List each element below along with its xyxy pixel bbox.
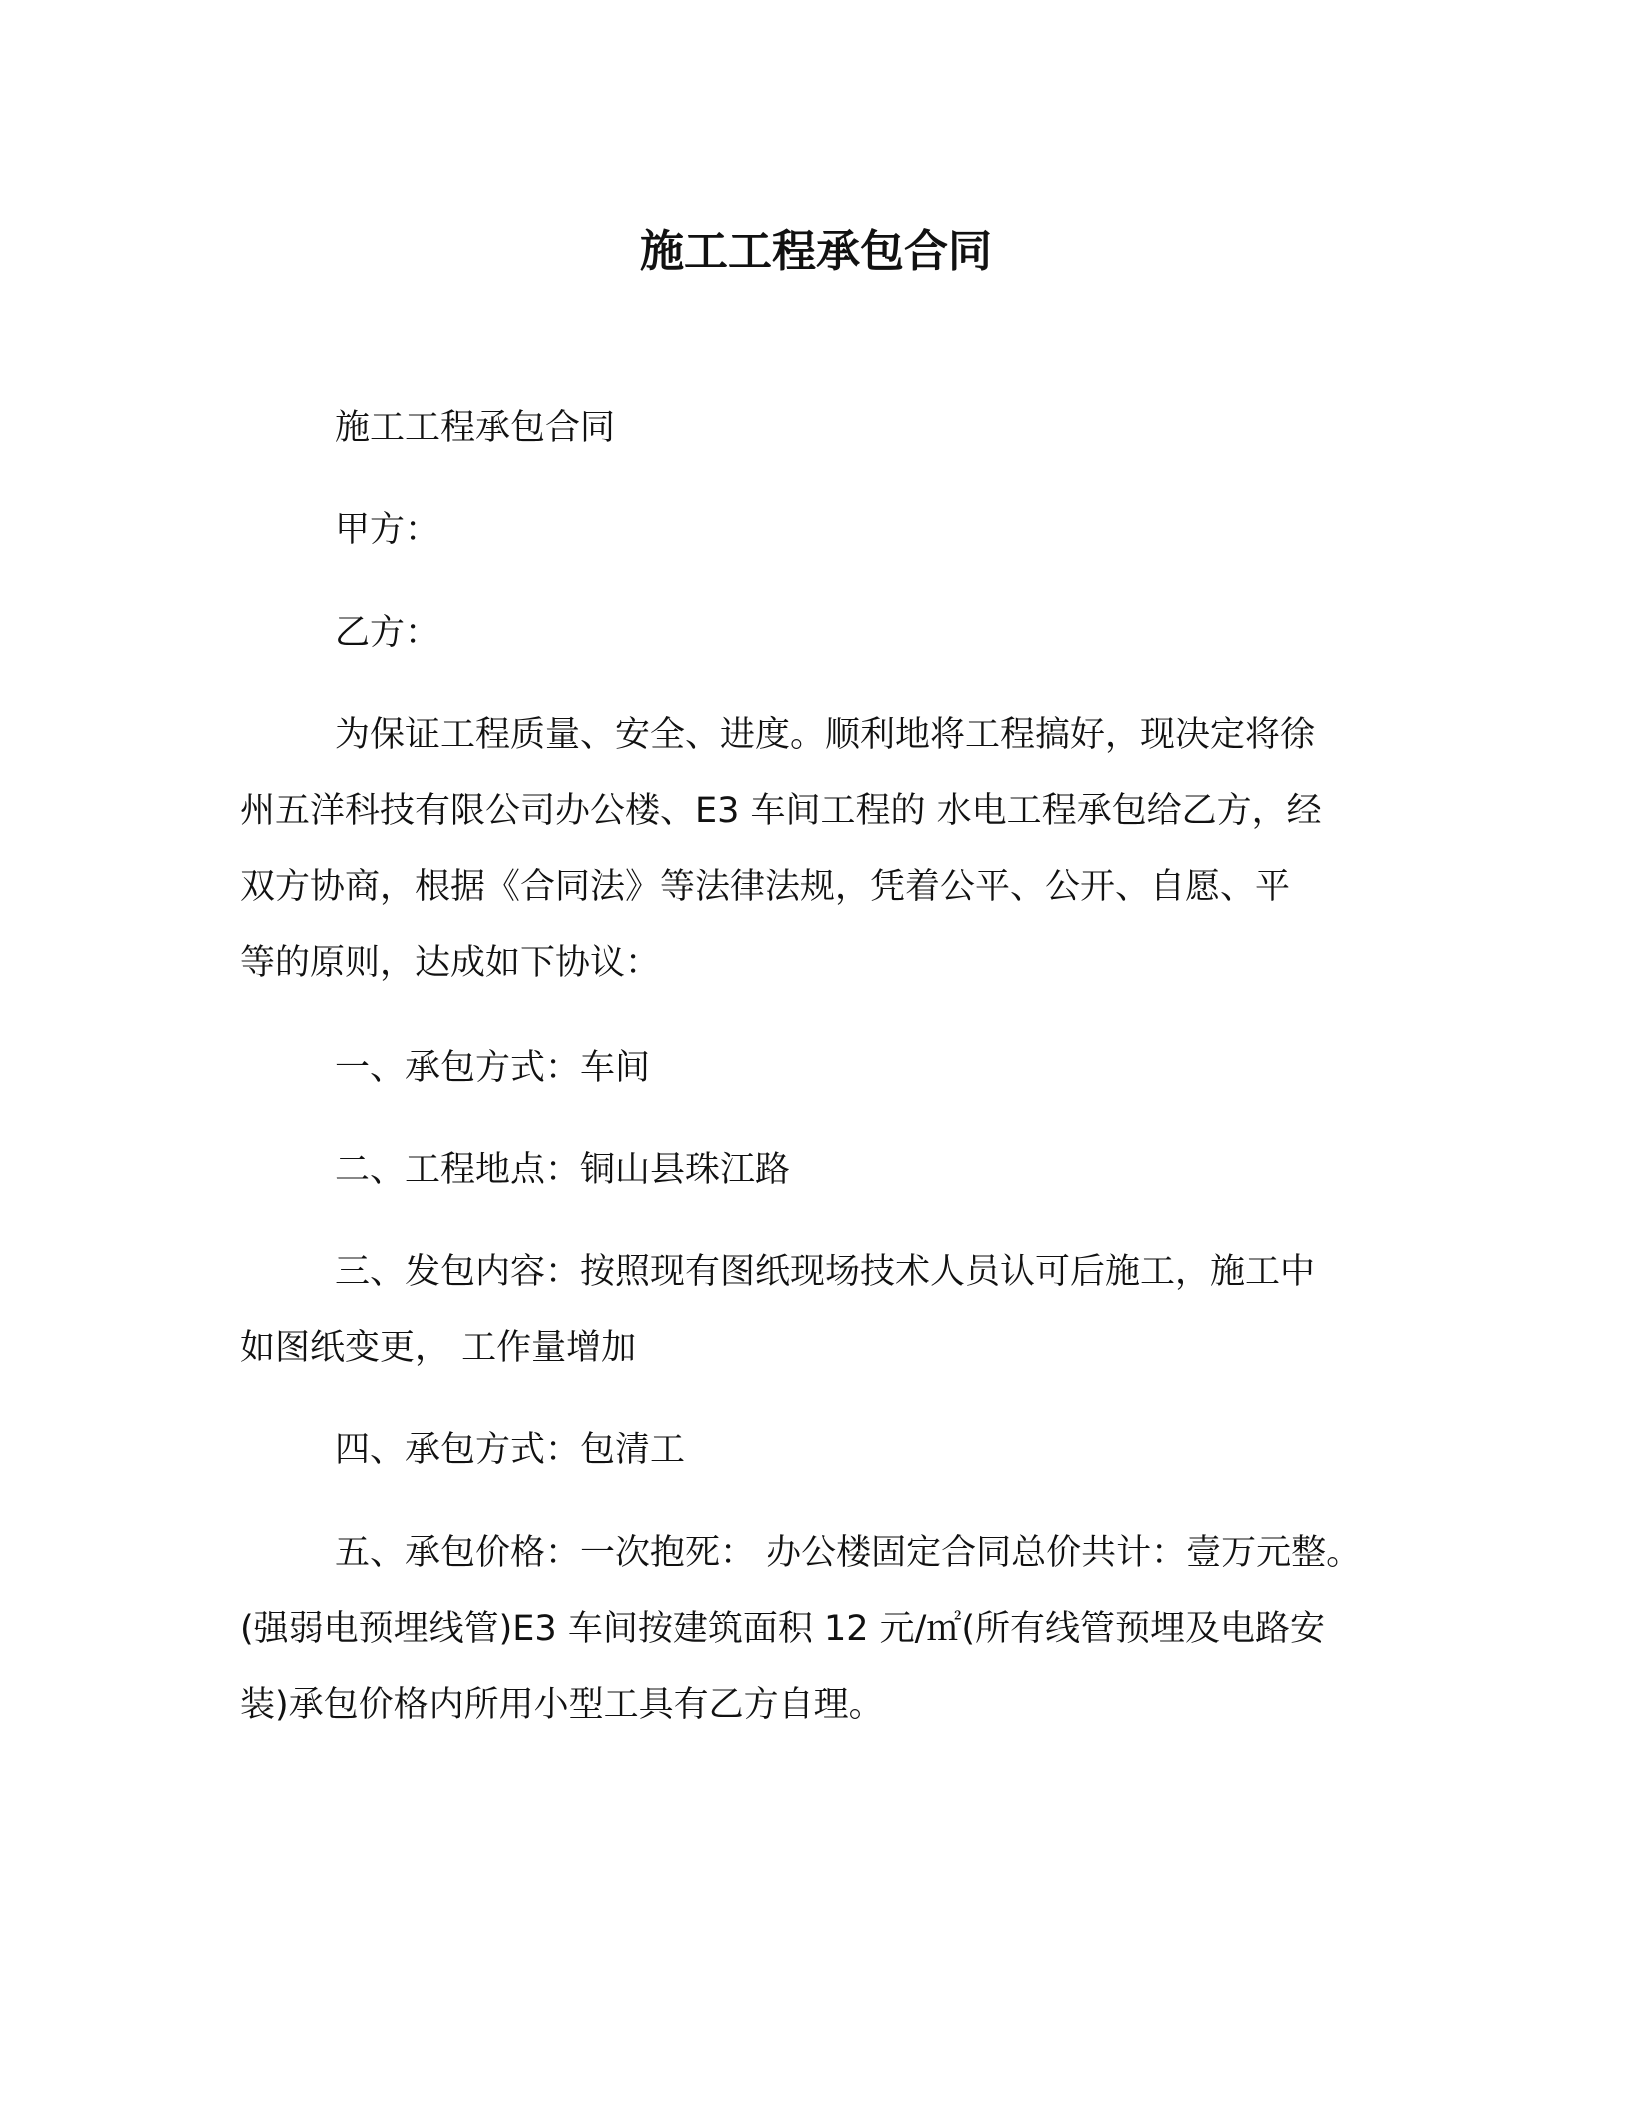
subtitle bbox=[240, 390, 1430, 466]
clause-4 bbox=[240, 1412, 1430, 1488]
clause-3-line: 三、发包内容：按照现有图纸现场技术人员认可后施工，施工中 bbox=[335, 1252, 1316, 1292]
intro-line: 为保证工程质量、安全、进度。顺利地将工程搞好，现决定将徐 bbox=[335, 715, 1316, 755]
subtitle-text: 施工工程承包合同 bbox=[335, 408, 616, 448]
clause-5-line: (强弱电预埋线管)E3 车间按建筑面积 12 元/㎡(所有线管预埋及电路安 bbox=[240, 1609, 1326, 1649]
party-a-label: 甲方： bbox=[335, 510, 441, 550]
clause-4-text: 四、承包方式：包清工 bbox=[335, 1430, 686, 1470]
party-b-line bbox=[240, 595, 1430, 671]
clause-5 bbox=[240, 1515, 1430, 1743]
clause-2-text: 二、工程地点：铜山县珠江路 bbox=[335, 1150, 791, 1190]
clause-5-line: 装)承包价格内所用小型工具有乙方自理。 bbox=[240, 1685, 884, 1725]
clause-3-line: 如图纸变更， 工作量增加 bbox=[240, 1328, 637, 1368]
clause-5-line: 五、承包价格：一次抱死： 办公楼固定合同总价共计：壹万元整。 bbox=[335, 1533, 1362, 1573]
document-title: 施工工程承包合同 bbox=[640, 226, 992, 277]
intro-line: 州五洋科技有限公司办公楼、E3 车间工程的 水电工程承包给乙方，经 bbox=[240, 791, 1322, 831]
intro-paragraph bbox=[240, 697, 1430, 1001]
clause-2 bbox=[240, 1132, 1430, 1208]
party-b-label: 乙方： bbox=[335, 613, 441, 653]
clause-1 bbox=[240, 1030, 1430, 1106]
intro-line: 双方协商，根据《合同法》等法律法规，凭着公平、公开、自愿、平 bbox=[240, 867, 1291, 907]
clause-1-text: 一、承包方式：车间 bbox=[335, 1048, 651, 1088]
clause-3 bbox=[240, 1234, 1430, 1386]
party-a-line bbox=[240, 492, 1430, 568]
intro-line: 等的原则，达成如下协议： bbox=[240, 943, 661, 983]
